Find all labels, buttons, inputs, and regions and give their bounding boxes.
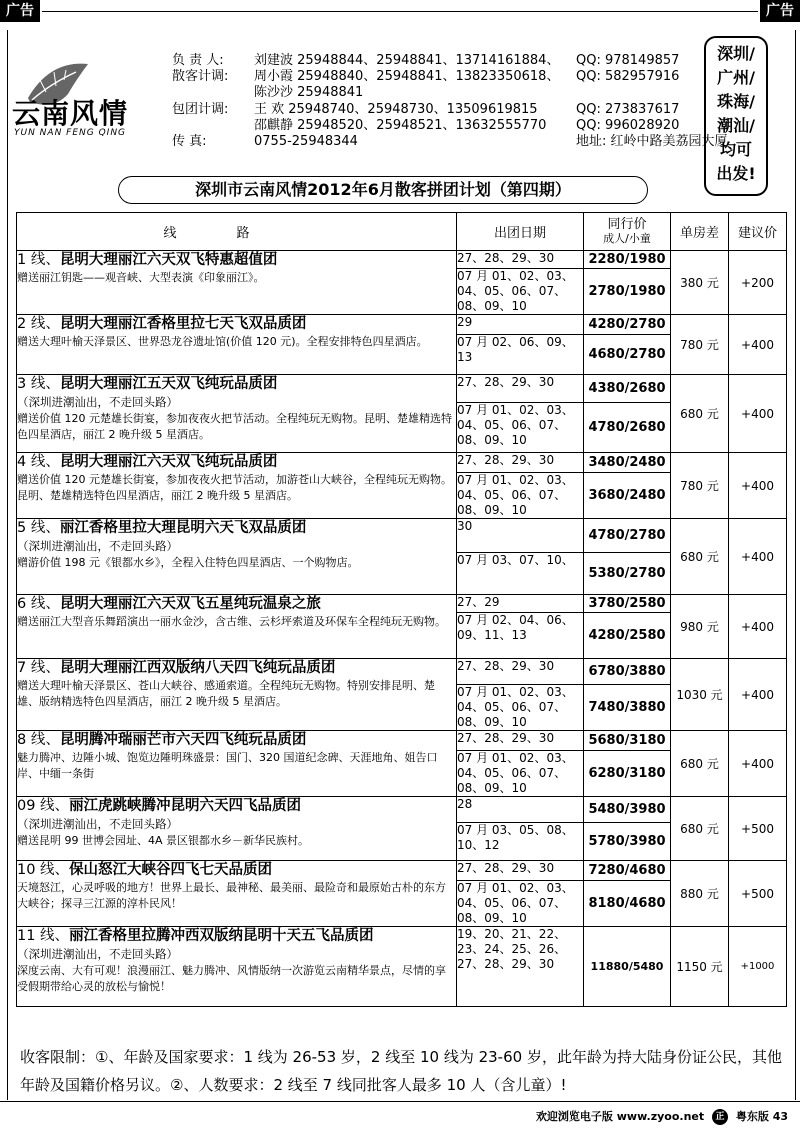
route-cell (17, 315, 457, 375)
route-number: 7 线、 (17, 660, 60, 676)
route-cell (17, 595, 457, 659)
route-description: 赠游价值 198 元《银都水乡》，全程入住特色四星酒店、一个购物店。 (17, 556, 359, 569)
route-note: （深圳进潮汕出，不走回头路） (17, 395, 178, 409)
departure-dates: 27、28、29、30 (457, 861, 584, 881)
contact-row: 散客计调: 周小霞 25948840、25948841、13823350618、 QQ: 582957916 (172, 69, 680, 85)
route-name: 昆明大理丽江五天双飞纯玩品质团 (59, 376, 278, 392)
route-name: 昆明大理丽江香格里拉七天飞双品质团 (59, 316, 307, 332)
route-cell (17, 927, 457, 1007)
contact-row: 邵麒静 25948520、25948521、13632555770 QQ: 996028920 (254, 117, 680, 133)
suggested-markup: +400 (729, 315, 787, 375)
logo-text: 云南风情 (12, 97, 129, 130)
route-description: 天境怒江，心灵呼吸的地方！世界上最长、最神秘、最美丽、最险奇和最原始古朴的东方大峡谷；探寻三江源的淳朴民风！ (17, 881, 446, 910)
route-cell (17, 797, 457, 861)
header-route: 线路 (17, 213, 457, 251)
departure-dates: 07 月 02、04、06、09、11、13 (457, 613, 584, 659)
route-title (17, 797, 456, 816)
departure-dates: 07 月 01、02、03、04、05、06、07、08、09、10 (457, 269, 584, 315)
table-row (17, 519, 787, 553)
route-name: 丽江虎跳峡腾冲昆明六天四飞品质团 (69, 798, 302, 814)
route-name: 昆明大理丽江六天双飞特惠超值团 (59, 252, 278, 268)
route-cell (17, 251, 457, 315)
table-row (17, 375, 787, 403)
departure-dates: 07 月 03、07、10、 (457, 553, 584, 595)
suggested-markup: +400 (729, 595, 787, 659)
suggested-markup: +400 (729, 453, 787, 519)
contact-row: 负 责 人: 刘建波 25948844、25948841、13714161884、 QQ: 978149857 (172, 53, 680, 68)
price-cell: 5480/3980 (584, 797, 671, 823)
route-title (17, 251, 456, 270)
route-cell (17, 861, 457, 927)
route-description: 赠送价值 120 元楚雄长街宴，参加夜夜火把节活动。全程纯玩无购物。昆明、楚雄精选特色四星酒店，丽江 2 晚升级 5 星酒店。 (17, 412, 452, 441)
single-room-supplement: 980 元 (671, 595, 729, 659)
route-description: 魅力腾冲、边陲小城、饱览边陲明珠盛景：国门、320 国道纪念碑、天涯地角、姐告口岸、中缅一条街 (17, 751, 438, 780)
route-table (16, 212, 787, 1007)
table-row (17, 595, 787, 613)
price-cell: 11880/5480 (584, 927, 671, 1007)
route-title (17, 315, 456, 334)
price-cell: 4780/2780 (584, 519, 671, 553)
price-cell: 3480/2480 (584, 453, 671, 473)
header-price: 同行价 成人/小童 (584, 213, 671, 251)
departure-dates: 27、28、29、30 (457, 251, 584, 269)
booking-limits: 收客限制：①、年龄及国家要求：1 线为 26-53 岁，2 线至 10 线为 23-60 岁，此年龄为持大陆身份证公民，其他年龄及国籍价格另议。②、人数要求：2 线至 7 线同批客人最多 10 人（含儿童）! (20, 1048, 782, 1094)
header-suggest: 建议价 (729, 213, 787, 251)
route-title (17, 453, 456, 472)
right-border (795, 30, 796, 1100)
route-name: 昆明大理丽江六天双飞五星纯玩温泉之旅 (59, 596, 321, 612)
suggested-markup: +400 (729, 519, 787, 595)
contact-row: 传 真: 0755-25948344 地址: 红岭中路美荔园大厦 (172, 133, 728, 149)
route-number: 8 线、 (17, 732, 60, 748)
route-description: 赠送丽江钥匙——观音峡、大型表演《印象丽江》。 (17, 271, 265, 284)
footer: 欢迎浏览电子版 www.zyoo.net 正 粤东版 43 (535, 1110, 788, 1123)
single-room-supplement: 680 元 (671, 797, 729, 861)
price-cell: 3780/2580 (584, 595, 671, 613)
route-note: （深圳进潮汕出，不走回头路） (17, 539, 178, 553)
single-room-supplement: 780 元 (671, 315, 729, 375)
route-number: 2 线、 (17, 316, 60, 332)
single-room-supplement: 1150 元 (671, 927, 729, 1007)
route-name: 丽江香格里拉大理昆明六天飞双品质团 (59, 520, 307, 536)
table-row (17, 659, 787, 685)
table-row (17, 453, 787, 473)
suggested-markup: +500 (729, 797, 787, 861)
price-cell: 4380/2680 (584, 375, 671, 403)
route-description: 赠送丽江大型音乐舞蹈演出一丽水金沙，含古维、云杉坪索道及环保车全程纯玩无购物。 (17, 615, 446, 628)
suggested-markup: +1000 (729, 927, 787, 1007)
table-row (17, 251, 787, 269)
route-title (17, 595, 456, 614)
route-number: 09 线、 (17, 798, 70, 814)
single-room-supplement: 380 元 (671, 251, 729, 315)
route-cell (17, 453, 457, 519)
single-room-supplement: 680 元 (671, 731, 729, 797)
route-name: 昆明大理丽江六天双飞纯玩品质团 (59, 454, 278, 470)
route-description: 赠送价值 120 元楚雄长街宴，参加夜夜火把节活动，加游苍山大峡谷，全程纯玩无购物。昆明、楚雄精选特色四星酒店，丽江 2 晚升级 5 星酒店。 (17, 473, 452, 502)
route-number: 4 线、 (17, 454, 60, 470)
single-room-supplement: 780 元 (671, 453, 729, 519)
logo-subtitle: YUN NAN FENG QING (14, 128, 127, 138)
table-row (17, 927, 787, 1007)
route-number: 5 线、 (17, 520, 60, 536)
route-note: （深圳进潮汕出，不走回头路） (17, 947, 178, 961)
table-row (17, 797, 787, 823)
price-cell: 7480/3880 (584, 685, 671, 731)
route-title (17, 375, 456, 394)
table-row (17, 861, 787, 881)
departure-dates: 07 月 01、02、03、04、05、06、07、08、09、10 (457, 685, 584, 731)
route-description: 深度云南、大有可观！浪漫丽江、魅力腾冲、风情版纳一次游览云南精华景点，尽情的享受假期带给心灵的放松与愉悦！ (17, 964, 446, 993)
price-cell: 6280/3180 (584, 751, 671, 797)
departure-dates: 07 月 01、02、03、04、05、06、07、08、09、10 (457, 881, 584, 927)
route-cell (17, 375, 457, 453)
departure-dates: 07 月 02、06、09、13 (457, 335, 584, 375)
price-cell: 6780/3880 (584, 659, 671, 685)
route-description: 赠送大理叶榆天泽景区、世界恐龙谷遗址馆(价值 120 元)。全程安排特色四星酒店。 (17, 335, 428, 348)
top-divider (42, 11, 758, 12)
price-cell: 7280/4680 (584, 861, 671, 881)
departure-dates: 27、28、29、30 (457, 453, 584, 473)
route-name: 昆明大理丽江西双版纳八天四飞纯玩品质团 (59, 660, 336, 676)
route-cell (17, 659, 457, 731)
route-note: （深圳进潮汕出，不走回头路） (17, 817, 178, 831)
departure-dates: 28 (457, 797, 584, 823)
departure-dates: 19、20、21、22、23、24、25、26、27、28、29、30 (457, 927, 584, 1007)
left-border (7, 30, 8, 1100)
route-title (17, 659, 456, 678)
plan-title: 深圳市云南风情2012年6月散客拼团计划（第四期） (118, 176, 648, 204)
contact-row: 陈沙沙 25948841 (254, 85, 364, 101)
departure-dates: 27、28、29、30 (457, 659, 584, 685)
header-single: 单房差 (671, 213, 729, 251)
price-cell: 3680/2480 (584, 473, 671, 519)
suggested-markup: +400 (729, 731, 787, 797)
route-number: 1 线、 (17, 252, 60, 268)
route-cell (17, 731, 457, 797)
price-cell: 4280/2780 (584, 315, 671, 335)
contact-block (172, 53, 728, 150)
departure-dates: 27、29 (457, 595, 584, 613)
route-cell (17, 519, 457, 595)
single-room-supplement: 880 元 (671, 861, 729, 927)
route-number: 10 线、 (17, 862, 70, 878)
departure-dates: 07 月 01、02、03、04、05、06、07、08、09、10 (457, 751, 584, 797)
page-number: 43 (772, 1110, 788, 1123)
price-cell: 5680/3180 (584, 731, 671, 751)
route-description: 赠送大理叶榆天泽景区、苍山大峡谷、感通索道。全程纯玩无购物。特别安排昆明、楚雄、版纳精选特色四星酒店，丽江 2 晚升级 5 星酒店。 (17, 679, 435, 708)
single-room-supplement: 1030 元 (671, 659, 729, 731)
suggested-markup: +200 (729, 251, 787, 315)
route-name: 昆明腾冲瑞丽芒市六天四飞纯玩品质团 (59, 732, 307, 748)
suggested-markup: +400 (729, 659, 787, 731)
route-description: 赠送昆明 99 世博会园址、4A 景区银都水乡－新华民族村。 (17, 834, 310, 847)
route-name: 丽江香格里拉腾冲西双版纳昆明十天五飞品质团 (69, 928, 374, 944)
route-title (17, 927, 456, 946)
price-cell: 2280/1980 (584, 251, 671, 269)
departure-dates: 27、28、29、30 (457, 375, 584, 403)
price-cell: 8180/4680 (584, 881, 671, 927)
price-cell: 4780/2680 (584, 403, 671, 453)
suggested-markup: +500 (729, 861, 787, 927)
route-number: 6 线、 (17, 596, 60, 612)
single-room-supplement: 680 元 (671, 519, 729, 595)
header-date: 出团日期 (457, 213, 584, 251)
footer-divider (0, 1101, 800, 1102)
route-name: 保山怒江大峡谷四飞七天品质团 (69, 862, 273, 878)
suggested-markup: +400 (729, 375, 787, 453)
price-cell: 2780/1980 (584, 269, 671, 315)
route-number: 3 线、 (17, 376, 60, 392)
single-room-supplement: 680 元 (671, 375, 729, 453)
ad-label-left: 广告 (0, 0, 40, 22)
departure-dates: 07 月 03、05、08、10、12 (457, 823, 584, 861)
price-cell: 4280/2580 (584, 613, 671, 659)
route-title (17, 861, 456, 880)
route-title (17, 731, 456, 750)
price-cell: 4680/2780 (584, 335, 671, 375)
table-row (17, 315, 787, 335)
departure-dates: 30 (457, 519, 584, 553)
ad-label-right: 广告 (760, 0, 800, 22)
contact-row: 包团计调: 王 欢 25948740、25948730、13509619815 QQ: 273837617 (172, 101, 680, 117)
departure-dates: 07 月 01、02、03、04、05、06、07、08、09、10 (457, 403, 584, 453)
price-cell: 5380/2780 (584, 553, 671, 595)
departure-dates: 29 (457, 315, 584, 335)
route-number: 11 线、 (17, 928, 70, 944)
departure-dates: 07 月 01、02、03、04、05、06、07、08、09、10 (457, 473, 584, 519)
price-cell: 5780/3980 (584, 823, 671, 861)
edition-badge-icon: 正 (712, 1109, 728, 1125)
departure-dates: 27、28、29、30 (457, 731, 584, 751)
table-row (17, 731, 787, 751)
route-title (17, 519, 456, 538)
departure-cities-bubble: 深圳/ 广州/ 珠海/ 潮汕/ 均可 出发! (704, 36, 768, 196)
